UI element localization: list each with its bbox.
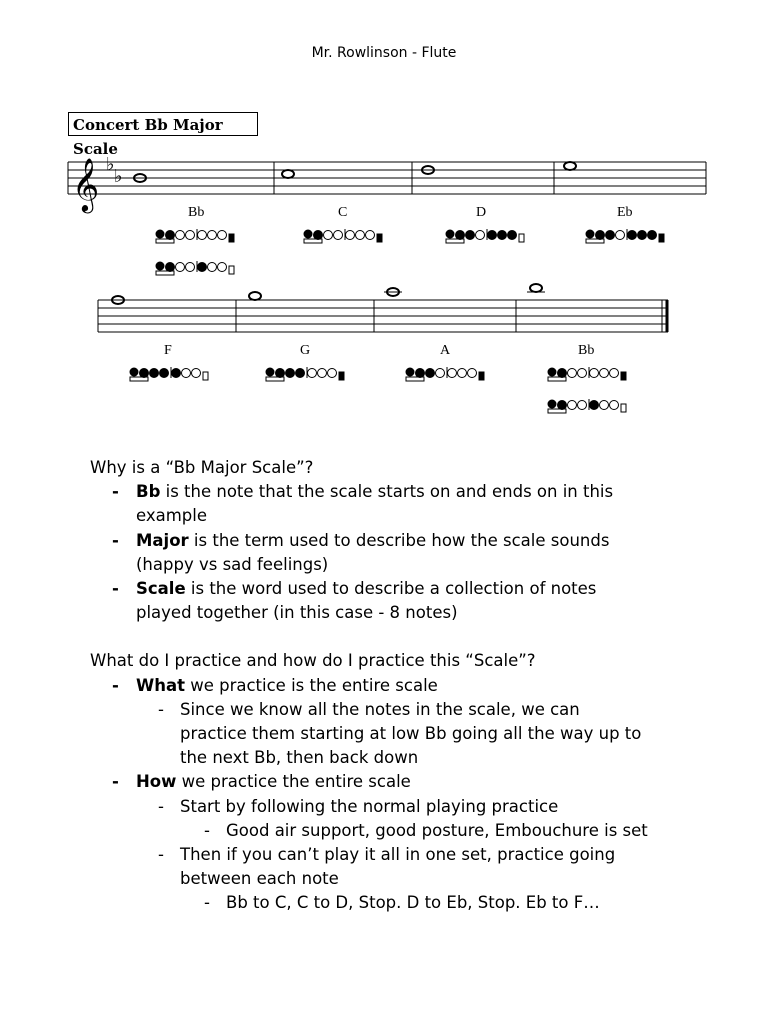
note-name: Bb: [578, 343, 595, 358]
list-item: - Major is the term used to describe how the scale sounds (happy vs sad feelings): [112, 530, 610, 574]
treble-clef-icon: 𝄞: [72, 157, 100, 211]
staff-1-notes: [134, 162, 576, 182]
note-name: Bb: [188, 205, 205, 220]
flat-icon: ♭: [114, 166, 123, 187]
definition-list: [90, 480, 730, 625]
flat-icon: ♭: [106, 154, 115, 175]
list-item: - Then if you can’t play it all in one set, practice going between each note: [158, 845, 616, 889]
staff-1-note-names: [188, 205, 633, 220]
fingering-diagram: [548, 399, 627, 413]
fingering-diagram: [156, 261, 235, 275]
fingering-diagram: [130, 367, 209, 381]
list-item: - Bb to C, C to D, Stop. D to Eb, Stop. Eb to F…: [204, 893, 600, 913]
fingering-diagram: [446, 229, 525, 243]
fingering-diagrams: [130, 229, 665, 413]
staff-1: [68, 162, 706, 194]
practice-list: [90, 674, 730, 916]
list-item: - Scale is the word used to describe a collection of notes played together (in this case - 8 notes): [112, 579, 597, 623]
fingering-diagram: [304, 229, 383, 243]
note-name: D: [476, 205, 487, 220]
list-item: - What we practice is the entire scale: [112, 675, 438, 695]
list-item: - Since we know all the notes in the scale, we can practice them starting at low Bb going all the way up to the next Bb, then back down: [158, 699, 642, 768]
list-item: - Start by following the normal playing practice: [158, 796, 559, 816]
fingering-diagram: [586, 229, 665, 243]
note-name: Eb: [617, 205, 633, 220]
body-text: [90, 456, 730, 916]
page-header: Mr. Rowlinson - Flute: [311, 45, 457, 61]
note-name: G: [300, 343, 311, 358]
music-staff-figure: [0, 0, 768, 430]
note-name: A: [440, 343, 451, 358]
note-name: C: [338, 205, 348, 220]
fingering-diagram: [406, 367, 485, 381]
fingering-diagram: [548, 367, 627, 381]
fingering-diagram: [266, 367, 345, 381]
list-item: - How we practice the entire scale: [112, 772, 411, 792]
list-item: - Good air support, good posture, Embouchure is set: [204, 820, 648, 840]
staff-2: [98, 300, 668, 332]
note-name: F: [164, 343, 172, 358]
list-item: - Bb is the note that the scale starts on and ends on in this example: [112, 482, 614, 526]
scale-title: Concert Bb Major Scale: [68, 112, 258, 136]
staff-2-notes: [112, 284, 545, 304]
question-2: What do I practice and how do I practice this “Scale”?: [90, 651, 536, 671]
question-1: Why is a “Bb Major Scale”?: [90, 458, 314, 477]
fingering-diagram: [156, 229, 235, 243]
staff-2-note-names: [164, 343, 594, 358]
